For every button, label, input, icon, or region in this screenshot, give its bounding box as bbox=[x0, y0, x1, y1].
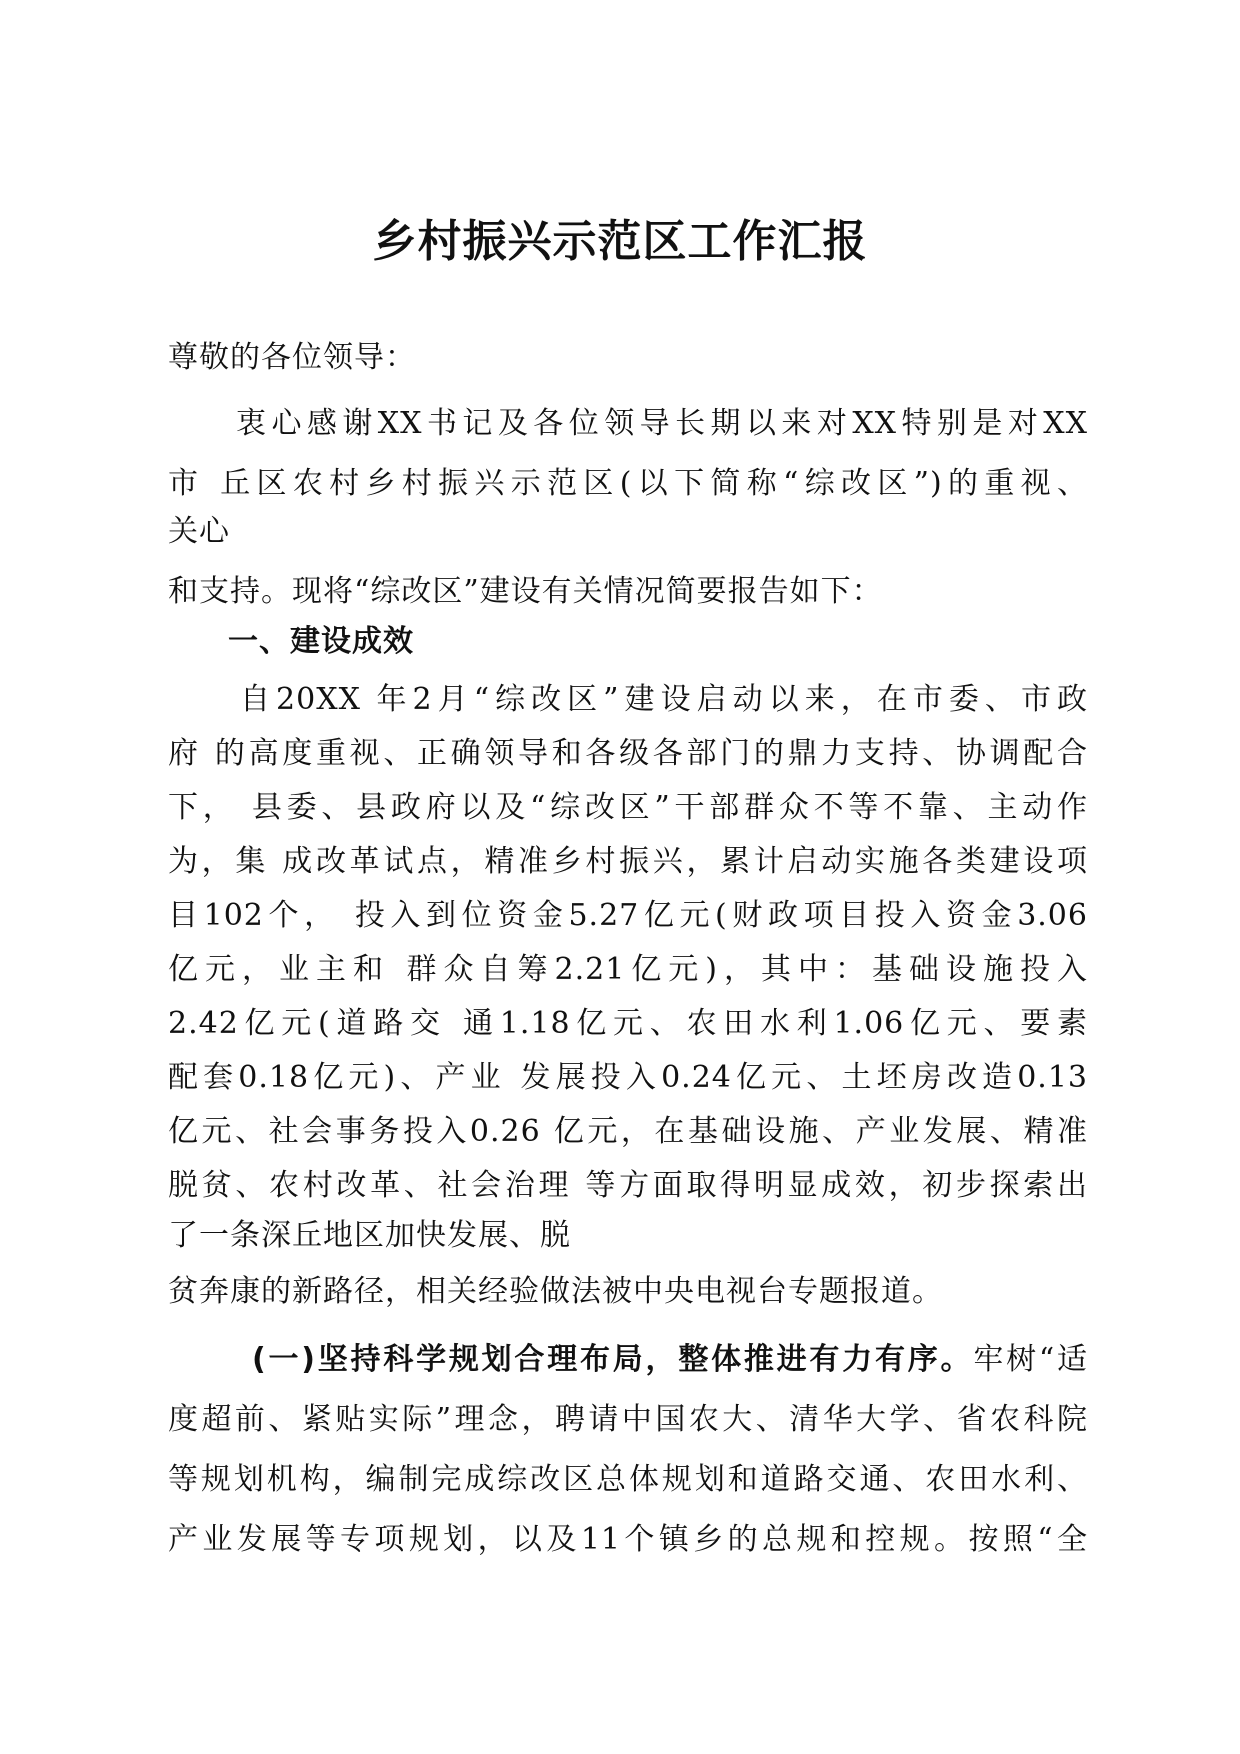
intro-line-4: 和支持。现将“综改区”建设有关情况简要报告如下： bbox=[168, 574, 883, 609]
section-line-9: 亿元、社会事务投入0.26 亿元，在基础设施、产业发展、精准 bbox=[168, 1114, 1088, 1149]
document-title: 乡村振兴示范区工作汇报 bbox=[372, 216, 868, 267]
section-line-10: 脱贫、农村改革、社会治理 等方面取得明显成效，初步探索出 bbox=[168, 1168, 1088, 1203]
section-line-11: 了一条深丘地区加快发展、脱 bbox=[168, 1218, 571, 1253]
intro-line-1: 衷心感谢XX书记及各位领导长期以来对XX特别是对XX bbox=[236, 406, 1088, 441]
intro-line-2: 市 丘区农村乡村振兴示范区(以下简称“综改区”)的重视、 bbox=[168, 466, 1088, 501]
section-line-1: 自20XX 年2月“综改区”建设启动以来，在市委、市政 bbox=[240, 682, 1088, 717]
subsection-heading: (一)坚持科学规划合理布局，整体推进有力有序。 bbox=[252, 1342, 974, 1377]
salutation: 尊敬的各位领导： bbox=[168, 340, 416, 375]
section-heading: 一、建设成效 bbox=[228, 624, 414, 659]
subsection-line-1 bbox=[252, 1340, 1088, 1380]
section-line-2: 府 的高度重视、正确领导和各级各部门的鼎力支持、协调配合 bbox=[168, 736, 1088, 771]
intro-line-3: 关心 bbox=[168, 514, 230, 549]
section-line-8: 配套0.18亿元)、产业 发展投入0.24亿元、土坯房改造0.13 bbox=[168, 1060, 1088, 1095]
section-line-6: 亿元，业主和 群众自筹2.21亿元)，其中：基础设施投入 bbox=[168, 952, 1088, 987]
subsection-line-4: 产业发展等专项规划，以及11个镇乡的总规和控规。按照“全 bbox=[168, 1522, 1088, 1557]
subsection-line-3: 等规划机构，编制完成综改区总体规划和道路交通、农田水利、 bbox=[168, 1462, 1088, 1497]
subsection-line-2: 度超前、紧贴实际”理念，聘请中国农大、清华大学、省农科院 bbox=[168, 1402, 1088, 1437]
section-line-5: 目102个， 投入到位资金5.27亿元(财政项目投入资金3.06 bbox=[168, 898, 1088, 933]
section-line-3: 下， 县委、县政府以及“综改区”干部群众不等不靠、主动作 bbox=[168, 790, 1088, 825]
section-line-12: 贫奔康的新路径，相关经验做法被中央电视台专题报道。 bbox=[168, 1274, 943, 1309]
section-line-7: 2.42亿元(道路交 通1.18亿元、农田水利1.06亿元、要素 bbox=[168, 1006, 1088, 1041]
section-line-4: 为，集 成改革试点，精准乡村振兴，累计启动实施各类建设项 bbox=[168, 844, 1088, 879]
subsection-line-1-rest: 牢树“适 bbox=[973, 1342, 1088, 1377]
